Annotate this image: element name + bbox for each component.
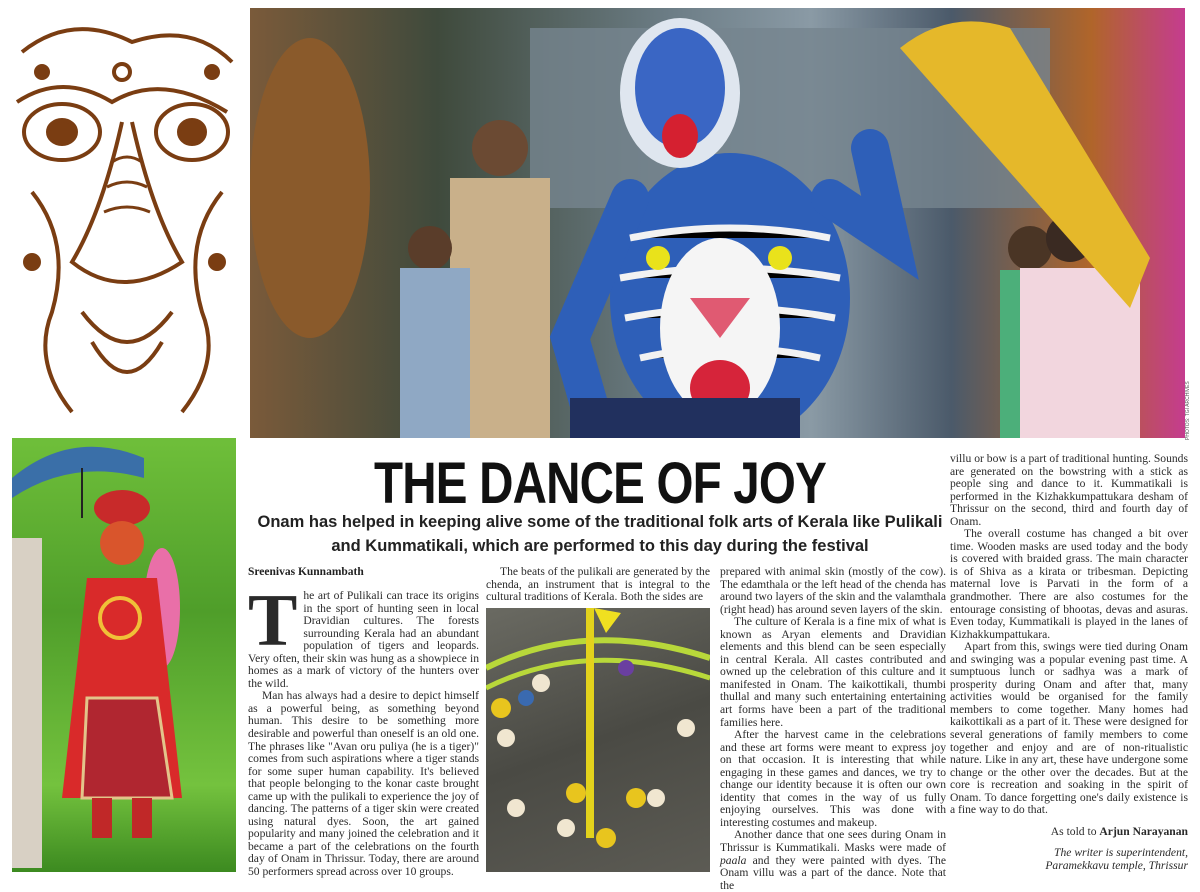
subheading: Onam has helped in keeping alive some of the traditional folk arts of Kerala like Pulikali and Kummatikali, which are performed to this day during the festival [257, 513, 943, 555]
paragraph: The culture of Kerala is a fine mix of what is known as Aryan elements and Dravidian elements and this blend can be seen especially in central Kerala. All castes contributed and owned up the celebration of this culture and it manifested in Onam. The kaikottikali, thumbi thullal and many such entertaining entertaining art forms have been a part of the traditional families here. [720, 615, 946, 729]
article-column-2 [486, 566, 710, 604]
paragraph: Apart from this, swings were tied during Onam and swinging was a popular evening past time. A sumptuous lunch or sadhya was a mark of prosperity during Onam and after that, many activities would be organised for the family members to come together. Many homes had kaikottikali as a part of it. These were designed for several generations of family members to come together and enjoy and are of non-ritualistic nature. Like in any art, these have undergone some change or the other over the decades. But at the core is recreation and soaking in the spirit of Onam. To dance forgetting one's daily existence is a fine way to do that. [950, 640, 1188, 817]
paragraph: Man has always had a desire to depict himself as a powerful being, as something beyond human. This desire to be something more desirable and powerful than oneself is an old one. The phrases like "Avan oru puliya (he is a tiger)" comes from such aspirations where a tiger stands for some super human capability. It's believed that people belonging to the konar caste brought came up with the pulikali to experience the joy of dancing. The patterns of a tiger skin were created using natural dyes. Soon, the art gained popularity and many joined the celebration and it became a part of the celebrations on the fourth day of Onam in Thrissur. Today, there are around 50 performers spread across over 10 groups. [248, 689, 479, 879]
article-column-4 [950, 453, 1188, 873]
paragraph-text: he art of Pulikali can trace its origins in the sport of hunting seen in local Dravidian cultures. The forests surrounding Kerala had an abundant population of tigers and leopards. Very often, their skin was hung as a showpiece in homes as a mark of victory of the hunters over the wild. [248, 589, 479, 690]
paragraph [248, 580, 479, 690]
author-note-line: The writer is superintendent, [1054, 846, 1188, 860]
credit-name: Arjun Narayanan [1099, 824, 1188, 838]
paragraph: The overall costume has changed a bit over time. Wooden masks are used today and the body is covered with braided grass. The main character is of Shiva as a kirata or tribesman. Depicting maternal love is Parvati in the form of a grandmother. There are also costumes for the entourage consisting of bhootas, devas and asuras. Even today, Kummatikali is played in the lanes of Kizhakkumpattukara. [950, 527, 1188, 641]
credit-line [950, 826, 1188, 839]
photo-credit: PHOTOS: TGI ARCHIVES [1185, 381, 1191, 440]
italic-term: paala [720, 853, 747, 867]
kummatikali-dancer-photo [12, 438, 236, 872]
article-column-3 [720, 566, 946, 892]
drop-cap: T [248, 580, 298, 662]
pulikali-dancer-photo [250, 8, 1185, 438]
credit-prefix: As told to [1050, 824, 1100, 838]
author-note-line: Paramekkavu temple, Thrissur [1045, 858, 1188, 872]
byline: Sreenivas Kunnambath [248, 566, 364, 578]
paragraph-text: and they were painted with dyes. The Onam villu was a part of the dance. Note that the [720, 853, 946, 892]
author-note [950, 847, 1188, 872]
paragraph [720, 829, 946, 892]
paragraph: villu or bow is a part of traditional hunting. Sounds are generated on the bowstring with a stick as people sing and dance to it. Kummatikali is performed in the Kizhakkumpattukara desham of Thrissur on the second, third and fourth day of Onam. [950, 452, 1188, 528]
article-column-1 [248, 580, 479, 879]
pulikali-performers-aerial-photo [486, 608, 710, 872]
tiger-mehndi-illustration [12, 12, 238, 425]
paragraph: After the harvest came in the celebrations and these art forms were meant to express joy on that occasion. It is interesting that while engaging in these games and dances, we try to change our identity because it is often our own identity that comes in the way of us fully enjoying ourselves. This was done with interesting costumes and makeup. [720, 728, 946, 829]
paragraph: The beats of the pulikali are generated by the chenda, an instrument that is integral to the cultural traditions of Kerala. Both the sides are [486, 565, 710, 604]
paragraph-text: Another dance that one sees during Onam in Thrissur is Kummatikali. Masks were made of [720, 828, 946, 855]
headline: THE DANCE OF JOY [374, 451, 826, 516]
paragraph: prepared with animal skin (mostly of the cow). The edamthala or the left head of the chenda has around two layers of the skin and the valamthala (right head) has around seven layers of the skin. [720, 565, 946, 616]
